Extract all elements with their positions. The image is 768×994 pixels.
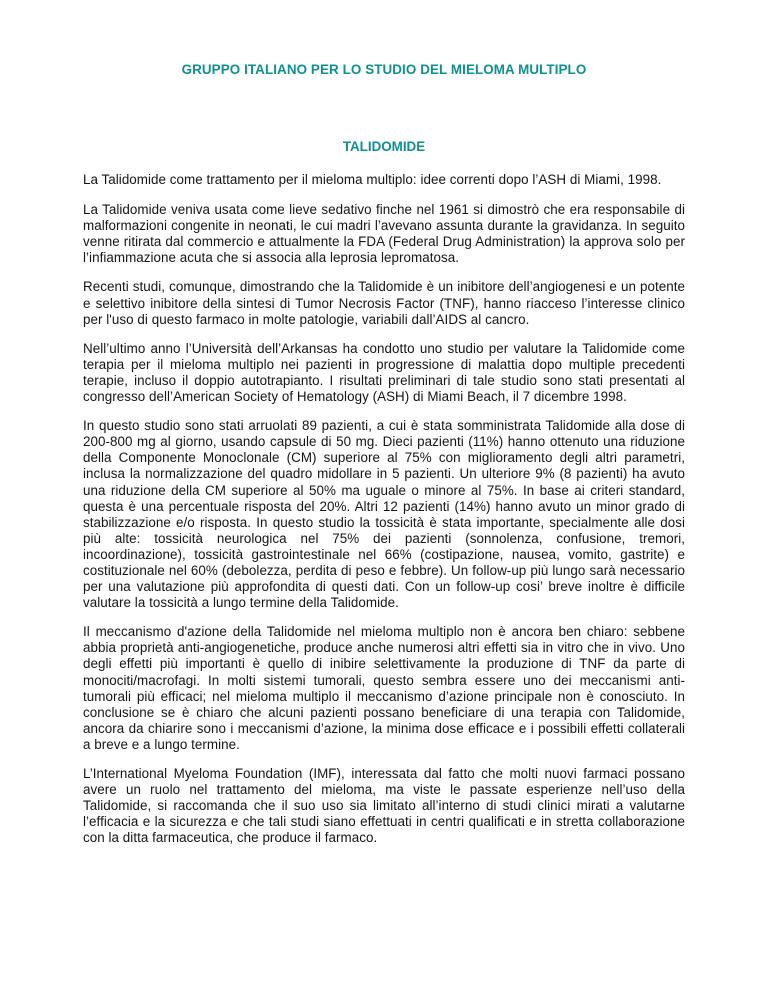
paragraph-study-results: In questo studio sono stati arruolati 89 pazienti, a cui è stata somministrata Talidomide alla dose di 200-800 mg al giorno, usando capsule di 50 mg. Dieci pazienti (11%) hanno ottenuto una riduzione della Componente Monoclonale (CM) superiore al 75% con miglioramento degli altri parametri, inclusa la normalizzazione del quadro midollare in 5 pazienti. Un ulteriore 9% (8 pazienti) ha avuto una riduzione della CM superiore al 50% ma uguale o minore al 75%. In base ai criteri standard, questa è una percentuale risposta del 20%. Altri 12 pazienti (14%) hanno avuto un minor grado di stabilizzazione e/o risposta. In questo studio la tossicità è stata importante, specialmente alle dosi più alte: tossicità neurologica nel 75% dei pazienti (sonnolenza, confusione, tremori, incoordinazione), tossicità gastrointestinale nel 66% (costipazione, nausea, vomito, gastrite) e costituzionale nel 60% (debolezza, perdita di peso e febbre). Un follow-up più lungo sarà necessario per una valutazione più approfondita di questi dati. Con un follow-up cosi’ breve inoltre è difficile valutare la tossicità a lungo termine della Talidomide. — [83, 418, 685, 611]
paragraph-intro: La Talidomide come trattamento per il mieloma multiplo: idee correnti dopo l’ASH di Miami, 1998. — [83, 172, 662, 187]
document-title: TALIDOMIDE — [342, 139, 426, 154]
paragraph-imf-recommendation: L’International Myeloma Foundation (IMF), interessata dal fatto che molti nuovi farmaci possano avere un ruolo nel trattamento del mieloma, ma viste le passate esperienze nell’uso della Talidomide, si raccomanda che il suo uso sia limitato all’interno di studi clinici mirati a valutarne l’efficacia e la sicurezza e che tali studi siano effettuati in centri qualificati e in stretta collaborazione con la ditta farmaceutica, che produce il farmaco. — [83, 766, 685, 846]
paragraph-arkansas-study: Nell’ultimo anno l’Università dell’Arkansas ha condotto uno studio per valutare la Talidomide come terapia per il mieloma multiplo nei pazienti in progressione di malattia dopo multiple precedenti terapie, incluso il doppio autotrapianto. I risultati preliminari di tale studio sono stati presentati al congresso dell’American Society of Hematology (ASH) di Miami Beach, il 7 dicembre 1998. — [83, 340, 685, 405]
organization-heading: GRUPPO ITALIANO PER LO STUDIO DEL MIELOMA MULTIPLO — [181, 62, 587, 77]
paragraph-history: La Talidomide veniva usata come lieve sedativo finche nel 1961 si dimostrò che era responsabile di malformazioni congenite in neonati, le cui madri l’avevano assunta durante la gravidanza. In seguito venne ritirata dal commercio e attualmente la FDA (Federal Drug Administration) la approva solo per l’infiammazione acuta che si associa alla leprosia lepromatosa. — [83, 202, 685, 266]
paragraph-recent-studies: Recenti studi, comunque, dimostrando che la Talidomide è un inibitore dell’angiogenesi e un potente e selettivo inibitore della sintesi di Tumor Necrosis Factor (TNF), hanno riacceso l’interesse clinico per l'uso di questo farmaco in molte patologie, variabili dall’AIDS al cancro. — [83, 279, 685, 327]
paragraph-mechanism: Il meccanismo d'azione della Talidomide nel mieloma multiplo non è ancora ben chiaro: sebbene abbia proprietà anti-angiogenetiche, produce anche numerosi altri effetti sia in vitro che in vivo. Uno degli effetti più importanti è quello di inibire selettivamente la produzione di TNF da parte di monociti/macrofagi. In molti sistemi tumorali, questo sembra essere uno dei meccanismi anti-tumorali più efficaci; nel mieloma multiplo il meccanismo d’azione principale non è conosciuto. In conclusione se è chiaro che alcuni pazienti possano beneficiare di una terapia con Talidomide, ancora da chiarire sono i meccanismi d’azione, la minima dose efficace e i possibili effetti collaterali a breve e a lungo termine. — [83, 624, 685, 752]
